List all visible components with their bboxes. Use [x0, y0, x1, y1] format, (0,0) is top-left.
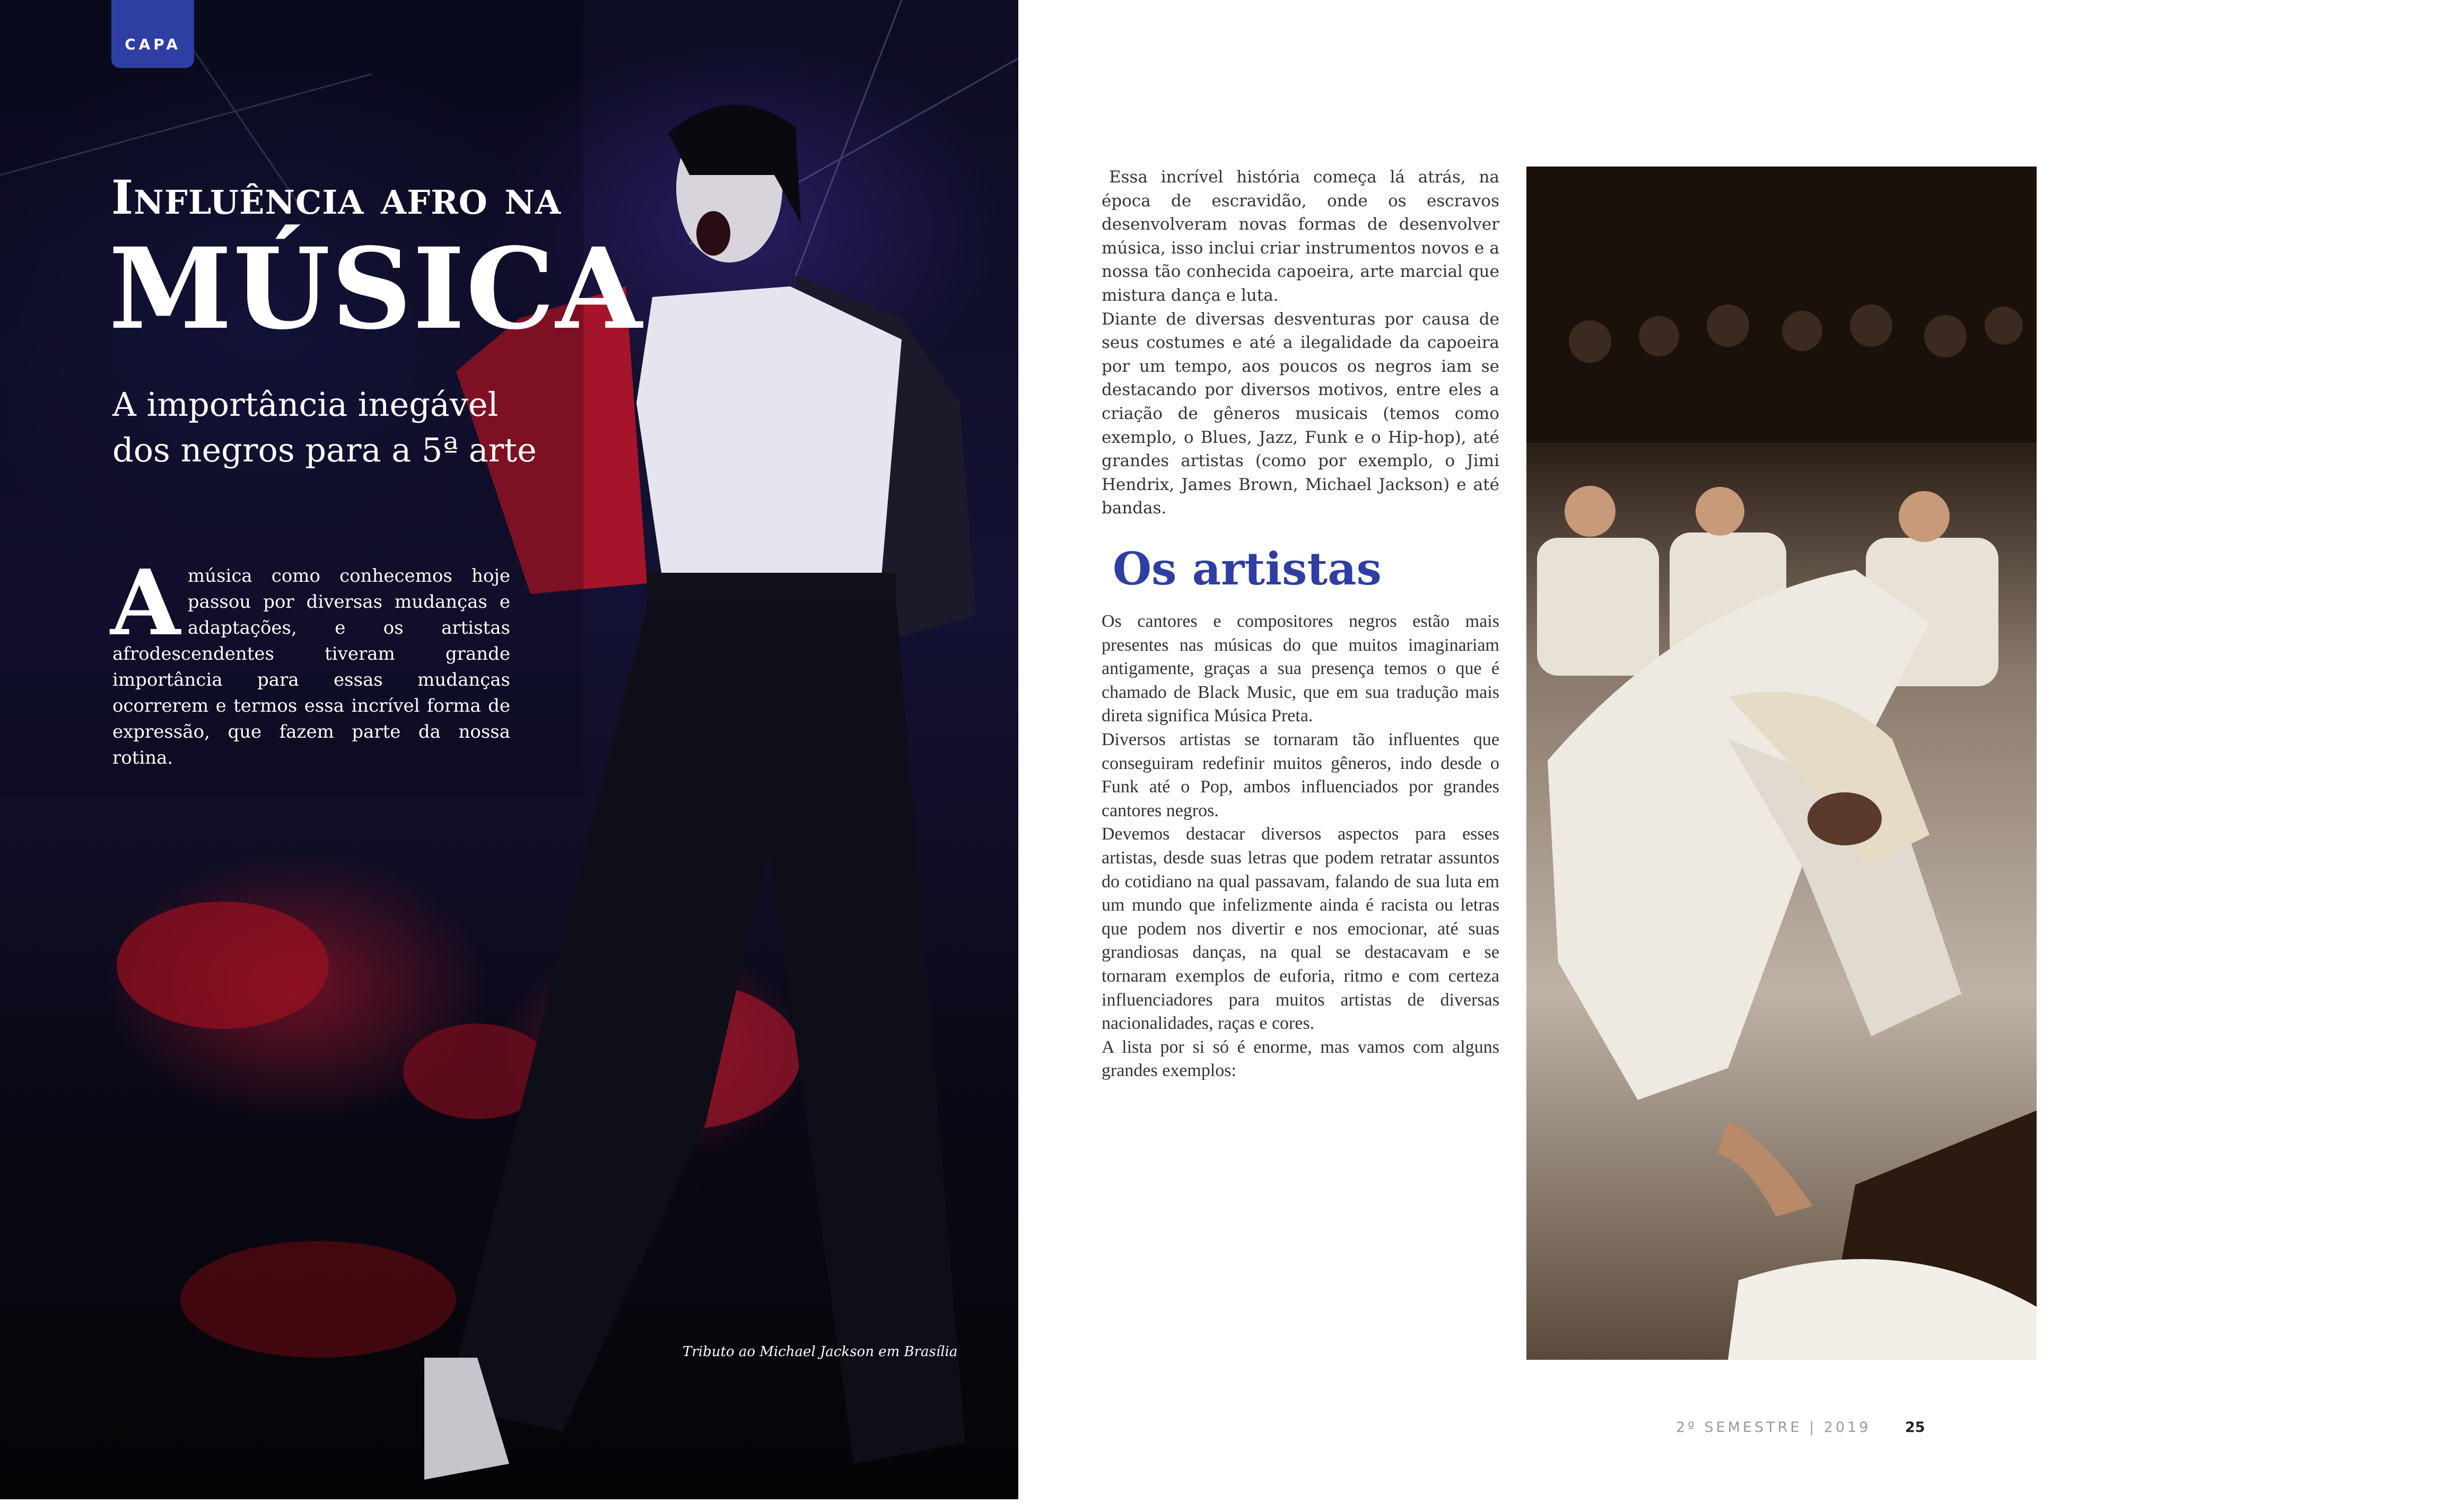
body-column-bottom [1102, 610, 1499, 1083]
section-heading: Os artistas [1113, 543, 1382, 595]
capoeira-photo-art [1526, 167, 2037, 1360]
body-paragraph: Essa incrível história começa lá atrás, na época de escravidão, onde os escravos desenvolveram novas formas de desenvolver música, isso inclui criar instrumentos novos e a nossa tão conhecida capoeira, arte marcial que mistura dança e luta. [1102, 168, 1499, 305]
drop-cap: A [110, 550, 180, 656]
intro-text: música como conhecemos hoje passou por diversas mudanças e adaptações, e os artistas afrodescendentes tiveram grande importância para essas mudanças ocorrerem e termos essa incrível forma de expressão, que fazem parte da nossa rotina. [112, 565, 510, 768]
body-paragraph: A lista por si só é enorme, mas vamos com alguns grandes exemplos: [1102, 1037, 1499, 1081]
body-column-top [1102, 165, 1499, 520]
body-paragraph: Diversos artistas se tornaram tão influentes que conseguiram redefinir muitos gêneros, indo desde o Funk até o Pop, ambos influenciados por grandes cantores negros. [1102, 729, 1499, 820]
section-tab [111, 0, 194, 68]
left-page [0, 0, 1018, 1499]
right-photo-caption: Evento de capoeiristas em Cuiaba [2216, 1497, 2445, 1512]
left-photo-caption: Tributo ao Michael Jackson em Brasília [683, 1344, 958, 1360]
article-intro [110, 550, 510, 771]
body-paragraph: Diante de diversas desventuras por causa de seus costumes e até a ilegalidade da capoeira por um tempo, aos poucos os negros iam se destacando por diversos motivos, entre eles a criação de gêneros musicais (temos como exemplo, o Blues, Jazz, Funk e o Hip-hop), até grandes artistas (como por exemplo, o Jimi Hendrix, James Brown, Michael Jackson) e até bandas. [1102, 309, 1499, 518]
section-tab-label: CAPA [125, 36, 181, 53]
body-paragraph: Devemos destacar diversos aspectos para esses artistas, desde suas letras que podem retratar assuntos do cotidiano na qual passavam, falando de sua luta em um mundo que infelizmente ainda é racista ou letras que podem nos divertir e nos emocionar, até suas grandiosas danças, na qual se destacavam e se tornaram exemplos de euforia, ritmo e com certeza influenciadores para muitos artistas de diversas nacionalidades, raças e cores. [1102, 824, 1499, 1034]
issue-footer: 2º SEMESTRE | 2019 [1676, 1419, 1871, 1436]
article-title-line2: MÚSICA [109, 223, 643, 354]
right-page [1018, 0, 2445, 1512]
article-subtitle: A importância inegável dos negros para a 5ª arte [112, 385, 537, 469]
body-paragraph: Os cantores e compositores negros estão mais presentes nas músicas do que muitos imaginariam antigamente, graças a sua presença temos o que é chamado de Black Music, que em sua tradução mais direta significa Música Preta. [1102, 611, 1499, 726]
page-number: 25 [1905, 1419, 1925, 1436]
article-title-line1: Influência afro na [111, 170, 562, 225]
